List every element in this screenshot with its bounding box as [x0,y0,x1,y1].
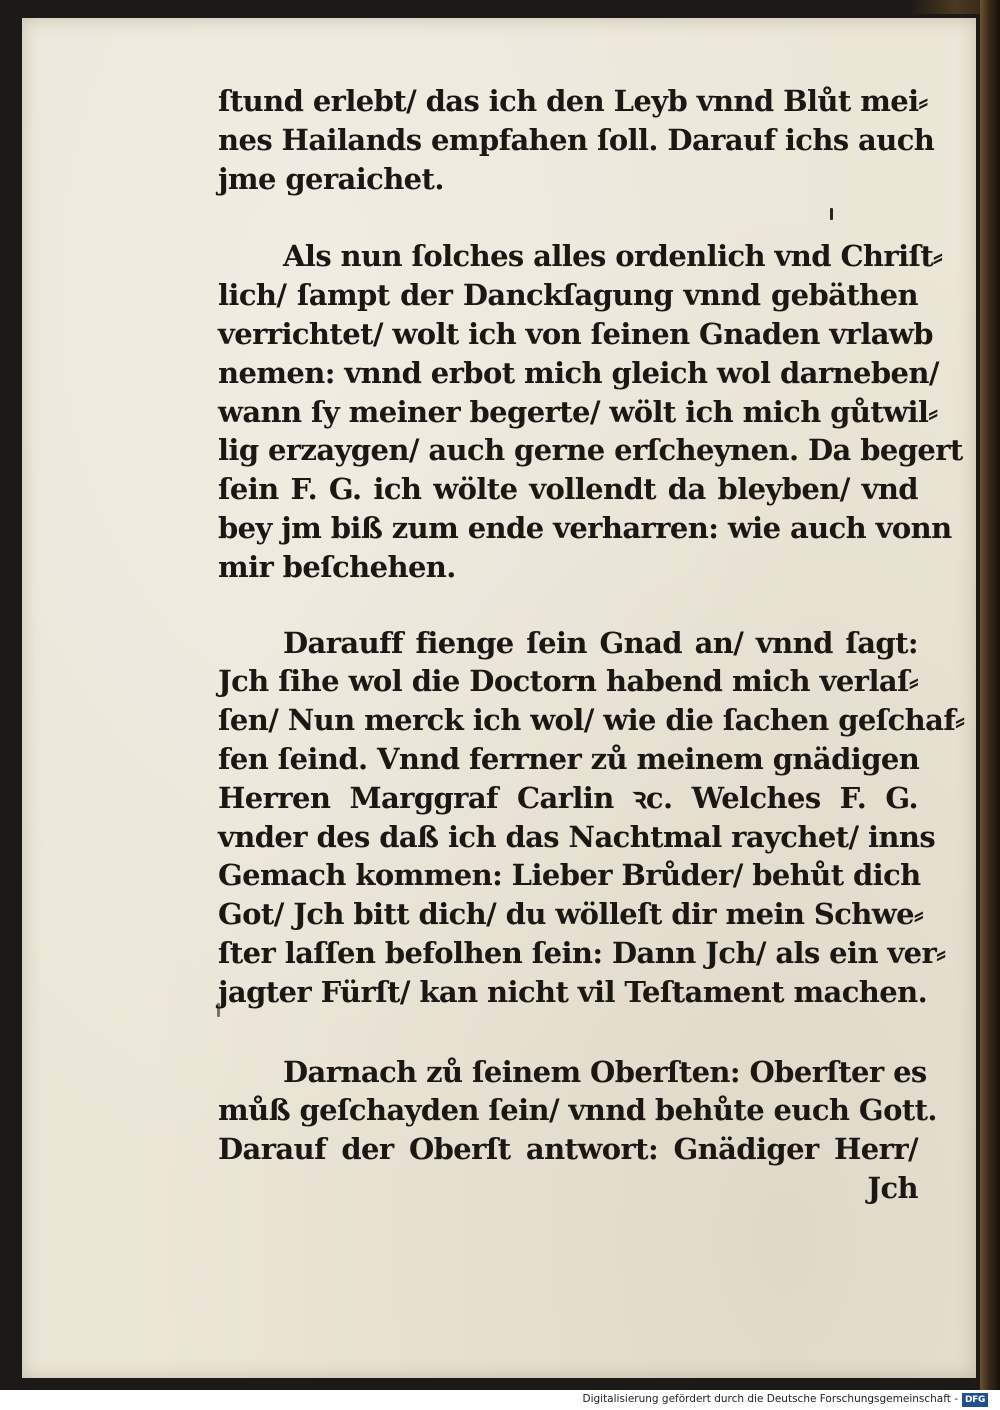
text-line: wann ſy meiner begerte/ wölt ich mich gůtwil⸗ [218,394,938,429]
footer-bar [0,1390,1000,1410]
book-page [22,18,976,1378]
text-line: nes Hailands empfahen ſoll. Darauf ichs auch [218,122,935,157]
catchword: Jch [867,1170,918,1205]
text-line: ſein F. G. ich wölte vollendt da bleyben/ vnd [218,472,918,507]
funding-credit: Digitalisierung gefördert durch die Deutsche Forschungsgemeinschaft - [582,1393,958,1405]
text-line: mir beſchehen. [218,549,456,584]
text-line: Herren Marggraf Carlin ꝛc. Welches F. G. [218,780,918,815]
text-line: vnder des daß ich das Nachtmal raychet/ inns [218,819,936,854]
text-line: lig erzaygen/ auch gerne erſcheynen. Da begert [218,433,963,468]
paragraph-gap [218,587,918,624]
text-line: verrichtet/ wolt ich von ſeinen Gnaden vrlawb [218,316,933,351]
text-line: jagter Fürſt/ kan nicht vil Teſtament machen. [218,974,928,1009]
text-line: lich/ ſampt der Danckſagung vnnd gebäthen [218,278,918,313]
text-line: Gemach kommen: Lieber Brůder/ behůt dich [218,858,921,893]
text-line: ſter laſſen befolhen ſein: Dann Jch/ als ein ver⸗ [218,935,946,970]
paragraph-gap [218,1012,918,1053]
text-line: nemen: vnnd erbot mich gleich wol darneben/ [218,355,939,390]
text-line: jme geraichet. [218,161,444,196]
dfg-logo: DFG [962,1393,988,1407]
text-line: Darauf der Oberſt antwort: Gnädiger Herr/ [218,1132,918,1167]
page-text [218,82,965,1208]
text-line: Darnach zů ſeinem Oberſten: Oberſter es [283,1054,927,1089]
text-line: Als nun ſolches alles ordenlich vnd Chriſt⸗ [283,239,943,274]
text-line: Jch ſihe wol die Doctorn habend mich verlaſ⸗ [218,664,918,699]
text-line: bey jm biß zum ende verharren: wie auch vonn [218,510,952,545]
paragraph-gap [218,198,918,237]
text-line: fen ſeind. Vnnd ferrner zů meinem gnädigen [218,741,920,776]
text-line: Darauff fienge ſein Gnad an/ vnnd ſagt: [283,625,918,660]
text-line: můß geſchayden ſein/ vnnd behůte euch Gott. [218,1093,937,1128]
text-line: Got/ Jch bitt dich/ du wölleſt dir mein Schwe⸗ [218,897,924,932]
book-binding-edge [980,0,1000,1390]
text-line: ſen/ Nun merck ich wol/ wie die ſachen geſchaf⸗ [218,703,965,738]
text-line: ſtund erlebt/ das ich den Leyb vnnd Blůt mei⸗ [218,84,928,118]
